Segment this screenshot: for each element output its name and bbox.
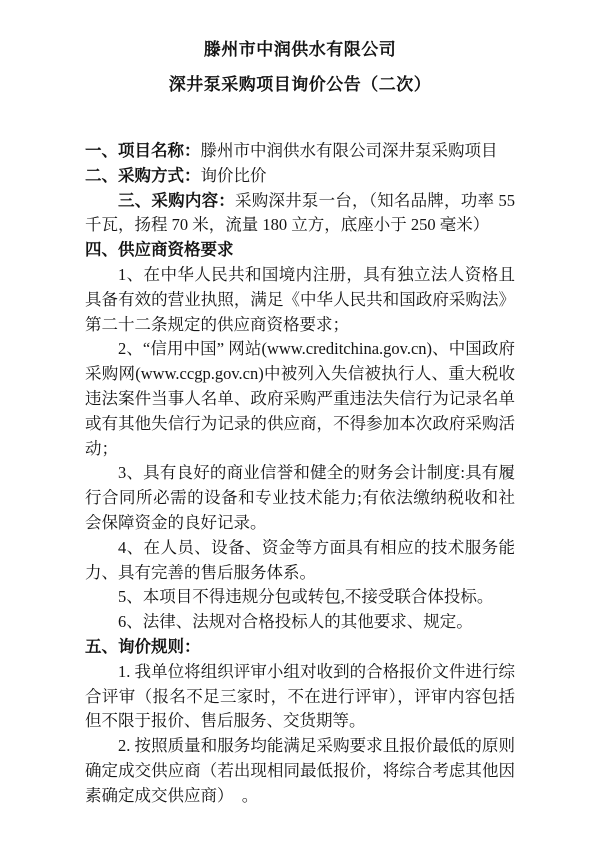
- doc-body: [85, 139, 515, 809]
- paragraph-project-name: [85, 139, 515, 164]
- doc-subtitle: 深井泵采购项目询价公告（二次）: [168, 75, 432, 94]
- section-two-text: 询价比价: [200, 165, 267, 185]
- section-one-text: 滕州市中润供水有限公司深井泵采购项目: [200, 141, 498, 160]
- qualification-item-6: 6、法律、法规对合格投标人的其他要求、规定。: [118, 612, 473, 632]
- section-four-heading: 四、供应商资格要求: [85, 240, 234, 260]
- section-two-label: 二、采购方式：: [85, 165, 201, 185]
- section-one-label: 一、项目名称：: [85, 141, 201, 160]
- paragraph-procurement-method: [85, 164, 515, 189]
- section-five-heading: 五、询价规则：: [85, 636, 201, 656]
- qualification-item-3: 3、具有良好的商业信誉和健全的财务会计制度:具有履行合同所必需的设备和专业技术能力;有依法缴纳税收和社会保障资金的良好记录。: [85, 463, 515, 532]
- section-three-label: 三、采购内容：: [118, 190, 235, 210]
- rule-item-1: 1. 我单位将组织评审小组对收到的合格报价文件进行综合评审（报名不足三家时，不在进行评审），评审内容包括但不限于报价、售后服务、交货期等。: [85, 661, 515, 731]
- paragraph-procurement-content: [85, 189, 515, 239]
- qualification-item-1: 1、在中华人民共和国境内注册，具有独立法人资格且具备有效的营业执照，满足《中华人民共和国政府采购法》第二十二条规定的供应商资格要求；: [85, 264, 515, 334]
- doc-title: 滕州市中润供水有限公司: [203, 40, 397, 59]
- qualification-item-2: 2、“信用中国” 网站(www.creditchina.gov.cn)、中国政府采购网(www.ccgp.gov.cn)中被列入失信被执行人、重大税收违法案件当事人名单、政府采购严重违法失信行为记录名单或有其他失信行为记录的供应商，不得参加本次政府采购活动；: [85, 339, 515, 458]
- section-three-text: 采购深井泵一台，（知名品牌，功率 55 千瓦，扬程 70 米，流量 180 立方，底座小于 250 毫米）: [85, 190, 516, 235]
- rule-item-2: 2. 按照质量和服务均能满足采购要求且报价最低的原则确定成交供应商（若出现相同最低报价，将综合考虑其他因素确定成交供应商） 。: [85, 736, 515, 805]
- qualification-item-5: 5、本项目不得违规分包或转包,不接受联合体投标。: [118, 587, 494, 607]
- qualification-item-4: 4、在人员、设备、资金等方面具有相应的技术服务能力、具有完善的售后服务体系。: [85, 537, 515, 582]
